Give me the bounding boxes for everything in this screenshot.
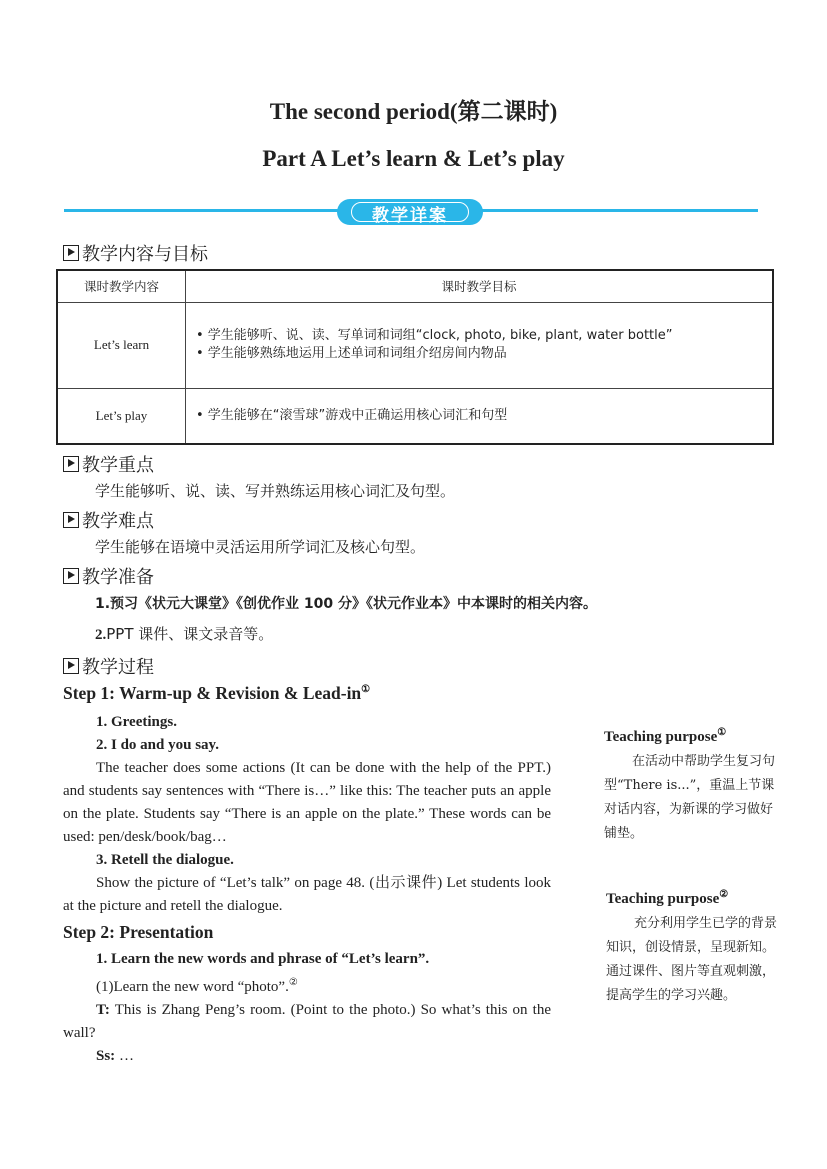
speaker-text: … bbox=[118, 1048, 134, 1064]
side-note-1 bbox=[604, 727, 780, 846]
goal-item: • 学生能够熟练地运用上述单词和词组介绍房间内物品 bbox=[196, 346, 507, 361]
footnote-mark: ① bbox=[361, 684, 371, 696]
table-header-goal: 课时教学目标 bbox=[186, 270, 774, 302]
play-marker-icon bbox=[63, 456, 79, 472]
step1-body bbox=[63, 711, 551, 918]
banner-rule-right bbox=[482, 209, 758, 212]
prep-item-2-number: 2. bbox=[95, 627, 107, 643]
step2-body bbox=[63, 948, 551, 1068]
section-heading-label: 教学内容与目标 bbox=[82, 244, 208, 265]
section-banner bbox=[337, 199, 483, 225]
objectives-table bbox=[56, 269, 774, 445]
side-note-heading-text: Teaching purpose bbox=[604, 729, 718, 745]
play-marker-icon bbox=[63, 512, 79, 528]
section-heading-label: 教学准备 bbox=[82, 567, 154, 588]
goal-item: • 学生能够听、说、读、写单词和词组“clock, photo, bike, plant, water bottle” bbox=[196, 328, 673, 343]
step1-paragraph-2: Show the picture of “Let’s talk” on page 48. (出示课件) Let students look at the picture and retell the dialogue. bbox=[63, 875, 551, 914]
page-title: The second period(第二课时) bbox=[269, 99, 558, 124]
side-note-text: 充分利用学生已学的背景知识，创设情景，呈现新知。通过课件、图片等直观刺激，提高学生的学习兴趣。 bbox=[606, 916, 778, 1003]
banner-rule-left bbox=[64, 209, 338, 212]
section-heading-process bbox=[63, 653, 154, 679]
table-row bbox=[57, 302, 773, 388]
step1-sub-1: 1. Greetings. bbox=[96, 714, 177, 730]
table-cell-goals bbox=[186, 388, 774, 444]
table-header-content: 课时教学内容 bbox=[57, 270, 186, 302]
step1-sub-3: 3. Retell the dialogue. bbox=[96, 852, 234, 868]
table-cell-content: Let’s learn bbox=[57, 302, 186, 388]
table-header-row bbox=[57, 270, 773, 302]
section-heading-label: 教学难点 bbox=[82, 511, 154, 532]
side-note-heading bbox=[606, 889, 782, 908]
play-marker-icon bbox=[63, 245, 79, 261]
prep-item-2 bbox=[95, 623, 273, 644]
section-heading-key-points bbox=[63, 451, 154, 477]
step2-line-1-text: (1)Learn the new word “photo”. bbox=[96, 979, 289, 995]
prep-item-1: 1.预习《状元大课堂》《创优作业 100 分》《状元作业本》中本课时的相关内容。 bbox=[95, 596, 598, 612]
table-cell-goals bbox=[186, 302, 774, 388]
prep-item-2-text: PPT 课件、课文录音等。 bbox=[106, 625, 274, 643]
banner-label: 教学详案 bbox=[372, 206, 448, 226]
section-heading-preparation bbox=[63, 563, 154, 589]
section-heading-content-goals bbox=[63, 240, 208, 266]
step1-title bbox=[63, 683, 370, 704]
goal-item: • 学生能够在“滚雪球”游戏中正确运用核心词汇和句型 bbox=[196, 407, 508, 423]
table-cell-content: Let’s play bbox=[57, 388, 186, 444]
footnote-mark: ② bbox=[288, 977, 298, 988]
speaker-text: This is Zhang Peng’s room. (Point to the photo.) So what’s this on the wall? bbox=[63, 1002, 551, 1041]
play-marker-icon bbox=[63, 568, 79, 584]
side-note-text: 在活动中帮助学生复习句型“There is...”，重温上节课对话内容，为新课的学习做好铺垫。 bbox=[604, 754, 776, 841]
key-points-text: 学生能够听、说、读、写并熟练运用核心词汇及句型。 bbox=[95, 482, 456, 500]
step1-paragraph-1: The teacher does some actions (It can be done with the help of the PPT.) and students say sentences with “There is…” like this: The teacher puts an apple on the plate. Students say “There is an apple on the plate.” These words can be used: pen/desk/book/bag… bbox=[63, 760, 551, 845]
side-note-heading bbox=[604, 727, 780, 746]
table-row bbox=[57, 388, 773, 444]
footnote-mark: ① bbox=[717, 727, 727, 738]
speaker-label: Ss: bbox=[96, 1048, 116, 1064]
step2-students-line bbox=[63, 1045, 551, 1068]
footnote-mark: ② bbox=[719, 889, 729, 900]
side-note-heading-text: Teaching purpose bbox=[606, 891, 720, 907]
step2-line-1 bbox=[63, 971, 551, 999]
difficult-points-text: 学生能够在语境中灵活运用所学词汇及核心句型。 bbox=[95, 538, 426, 556]
play-marker-icon bbox=[63, 658, 79, 674]
section-heading-label: 教学过程 bbox=[82, 657, 154, 678]
side-note-2 bbox=[606, 889, 782, 1008]
speaker-label: T: bbox=[96, 1002, 110, 1018]
section-heading-label: 教学重点 bbox=[82, 455, 154, 476]
step2-teacher-line bbox=[63, 999, 551, 1045]
page-subtitle: Part A Let’s learn & Let’s play bbox=[262, 146, 565, 171]
section-heading-difficult-points bbox=[63, 507, 154, 533]
step2-title: Step 2: Presentation bbox=[63, 922, 214, 942]
step2-sub-1: 1. Learn the new words and phrase of “Let’s learn”. bbox=[96, 951, 430, 967]
step1-title-text: Step 1: Warm-up & Revision & Lead-in bbox=[63, 683, 362, 703]
step1-sub-2: 2. I do and you say. bbox=[96, 737, 219, 753]
